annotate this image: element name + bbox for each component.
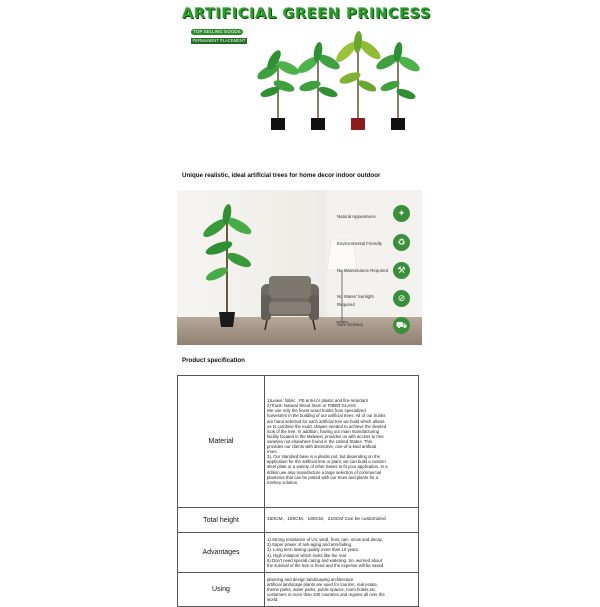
badge-top-selling: TOP SELLING GOODS <box>191 29 243 35</box>
row-value-using: planning and design landscaping architecture. artificial landscape plants are used for tourism, real estate, theme parks, water parks, public spaces, room,hotels,etc, customers in more than 100 countries and regions all over the world. <box>265 573 419 607</box>
row-label: Material <box>178 376 265 508</box>
row-label: Using <box>178 573 265 607</box>
row-label: Total height <box>178 508 265 533</box>
truck-icon: ⛟ <box>393 317 410 334</box>
recycle-icon: ♻ <box>393 234 410 251</box>
page-title: ARTIFICIAL GREEN PRINCESS <box>182 6 432 22</box>
table-row-total-height <box>178 508 419 533</box>
tagline: Unique realistic, ideal artificial trees for home decor indoor outdoor <box>182 172 381 179</box>
feature-label-natural-appearance: Natural Appearance <box>337 214 376 219</box>
feature-label-no-water: No Water/ Sunlight Required <box>337 294 374 307</box>
feature-label-environmental: Environmental Friendly <box>337 241 382 246</box>
plant-2 <box>295 41 342 130</box>
no-water-icon: ⊘ <box>393 290 410 307</box>
spec-heading: Product specification <box>182 357 245 364</box>
feature-label-no-maintenance: No Maintenance Required <box>337 268 389 273</box>
plant-1 <box>255 48 301 130</box>
row-label: Advantages <box>178 533 265 573</box>
table-row-advantages <box>178 533 419 573</box>
plant-3 <box>333 31 383 130</box>
feature-label-safe-delivery: Safe Delivery <box>337 322 364 327</box>
tools-icon: ⚒ <box>393 262 410 279</box>
table-row-using <box>178 573 419 607</box>
row-value-advantages: 1).Strong resistance of UV, wind, frost, rain, snow and decay. 2).Super power of anti-aging and anti-fading. 3). Long term lasting quality more than 10 years. 4). High imitation which looks like the real 5).Don't need special caring and watering. So, worried about the survival of the tree is freed and the expense will be saved. <box>265 533 419 573</box>
badge-permanent-placement: PERMANENT PLACEMENT <box>192 38 246 43</box>
plant-4 <box>374 41 422 130</box>
spec-table <box>177 375 419 607</box>
product-plants-image <box>240 20 425 140</box>
leaf-icon: ✦ <box>393 205 410 222</box>
table-row-material <box>178 376 419 508</box>
row-value-material: 1)Leave: fabric , PE anti-UV plastic and fire-retardant 2)Trunk: Natural Wood Stem or FIBER GLASS We use only the finest wood trunks from specialized harvesters in the building of our artificial trees. All of our trunks are hand selected for each artificial tree we build which allows us to combine the exact shapes needed to achieve the desired look of the tree. In addition, having our main manufacturing facility located in the Midwest, provides us with access to tree varieties not elsewhere found in the United States. This provides our clients with distinctive, one-of-a-kind artificial trees. 3). Our standard base is a plastic pot, but depending on the application for the artificial tree or plant, we can build a custom steel plate or a variety of other bases to fit your application. In a ddition,we also manufacture a large selection of commercial planteres that can be potted with our trees and plants for a turnkey solution. <box>265 376 419 508</box>
row-value-total-height: 150CM、160CM、180CM、210CM Can be customized <box>265 508 419 533</box>
